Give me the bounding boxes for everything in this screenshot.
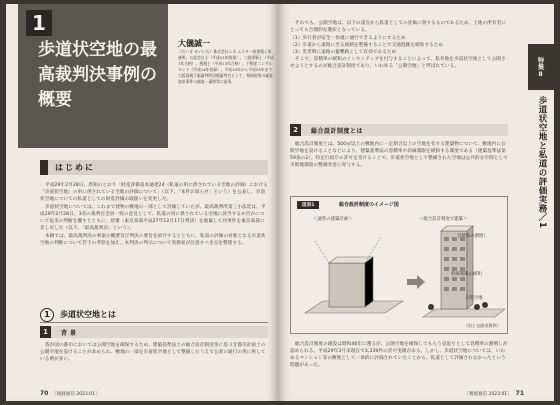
label-slant-relief: 斜線制限の緩和 xyxy=(451,272,482,277)
intro-heading-bar xyxy=(40,160,268,175)
chapter-title-block xyxy=(18,4,168,148)
article-title: 歩道状空地の最高裁判決事例の概要 xyxy=(38,40,157,110)
author-note: （だいぎ せいいち）株式会社ムネ エスタ一級建築士事務所。公認会計士（平成11年開業）。二級建築士（平成7年合格）。税理士（平成13年合格）。不動産コンサルタント（平成14年登録）。平成24年から平成25年まで大阪国税不服審判所国税審判官として、相続税等の審査請求事件の調査・審理等に従事。 xyxy=(178,49,274,84)
right-page-number: 71 xyxy=(515,390,524,397)
label-floor-bonus: 容積率の割増し xyxy=(457,234,488,239)
subsection-title: 総合設計制度とは xyxy=(311,127,364,135)
figure-tag: 図表1 xyxy=(297,201,319,209)
left-page-number: 70 xyxy=(40,390,49,397)
chapter-number: 1 xyxy=(26,10,52,36)
author-name: 大儀誠一 xyxy=(178,39,210,48)
list-item: （2）歩道から道路に至る経路を整備することで交通混雑を緩和するため xyxy=(290,43,444,48)
section-title: 歩道状空地とは xyxy=(60,310,116,319)
right-folio xyxy=(465,390,524,397)
figure-source: （国土交通省資料） xyxy=(463,323,501,328)
figure-left-caption: ＜通常の建築計画＞ xyxy=(313,217,353,222)
list-followup: そこで、容積率の緩和のインセンティブを付与することによって、私有地を歩道状空地として公開させようとするのが総合設計制度であり、いわゆる「公開空地」と呼ばれている。 xyxy=(290,57,506,69)
subsection-number: 2 xyxy=(290,124,301,136)
list-item: （3）災害時に道路の避難路として有効であるため xyxy=(290,50,397,55)
open-space-body xyxy=(290,20,508,71)
right-folio-text: ［税経通信 2023.01］ xyxy=(464,392,512,397)
closing-body xyxy=(290,341,508,370)
intro-paragraph: 歩道状空地については、これまで建物の敷地の一部として評価していたが、最高裁判所第三小法廷は、平成29年2月28日、3名の裁判官全員一致の意見として、私道の用に供されている宅地に該当するか否かについて従来の判断を覆すとともに、原審（東京高裁平成27年12月17日判決）を破棄して同事件を東京高裁に差し戻した（以下、「最高裁判決」という）。 xyxy=(40,205,266,231)
list-item: （1）歩行者が安全・快適に通行できるようにするため xyxy=(290,36,406,41)
feature-tab: 特集Ⅱ xyxy=(528,44,554,90)
sogo-body xyxy=(290,141,508,170)
intro-body xyxy=(40,182,268,248)
figure-1 xyxy=(290,196,508,334)
open-space-intro: それでも、公開空地は、以下の諸点から私道としての評価に資するものであるため、土地の所有者にとっても合理的な選択となっている。 xyxy=(290,21,507,33)
subsection-number: 1 xyxy=(40,326,51,338)
running-title: 歩道状空地と私道の評価実務／1 xyxy=(537,96,547,229)
arrow-icon xyxy=(407,275,425,289)
section-heading xyxy=(40,307,268,323)
subsection-heading-background xyxy=(40,326,268,338)
left-page xyxy=(6,4,278,401)
intro-heading: はじめに xyxy=(55,163,95,172)
sogo-paragraph: 総合設計制度とは、500㎡以上の敷地内に一定割合以上の空地を有する建築物について、敷地内に公開空地を設けることなどにより、建築基準法の容積率や斜線制限を緩和する制度である（建築基準法第59条の2）。特定行政庁の許可を受けることで、歩道状空地として整備された空地は公共的な空間として市街地環境の整備改善に寄与する。 xyxy=(290,142,508,168)
left-folio-text: ［税経通信 2023.01］ xyxy=(52,392,100,397)
author-box xyxy=(178,38,274,85)
figure-title: 総合設計制度のイメージ図 xyxy=(339,202,399,208)
subsection-title: 背景 xyxy=(61,329,80,337)
closing-paragraph: 総合設計制度の創設は昭和46年に遡るが、公開空地を確保してもらう見返りとして容積率の割増しが認められる。平成29年3月末現在で3,339件の許可実績がある。しかし、歩道状空地については、いわゆるマンション等の敷地として一体的に評価されていたことから、私道として評価されなかったという問題があった。 xyxy=(290,342,508,368)
left-folio xyxy=(40,390,99,397)
background-body xyxy=(40,342,268,364)
figure-right-caption: ＜総合設計制度で建築＞ xyxy=(419,217,468,222)
section-number: 1 xyxy=(40,308,54,322)
normal-building xyxy=(305,237,403,313)
right-page xyxy=(278,4,554,401)
subsection-heading-sogo xyxy=(290,124,508,136)
label-open-space: 公開空地 xyxy=(465,296,483,301)
intro-paragraph: 本稿では、最高裁判決の事案の概要及び判決の要旨を紹介するとともに、私道の評価の対象となる歩道状空地の判断について若干の考察を加え、本判決の判示について実務家が注意すべき点を整理する。 xyxy=(40,234,266,246)
book-spread xyxy=(6,4,554,401)
background-paragraph: 我が国の都市においては公開空地を確保するため、建築基準法上の総合設計制度等に基づき都市計画上の公開空地を設けることが求められ、敷地の一部を歩道状空地として整備したうえで公衆の通行の用に供している例が多い。 xyxy=(40,343,266,362)
intro-paragraph: 平成29年2月28日、周知のとおり「財産評価基本通達24（私道の用に供されている宅地の評価）における「歩道状空地」の用に供されている宅地の評価について」（以下、「本件お知らせ」という）を公表し、歩道状空地についての私道としての財産評価の取扱いを変更した。 xyxy=(40,183,268,202)
